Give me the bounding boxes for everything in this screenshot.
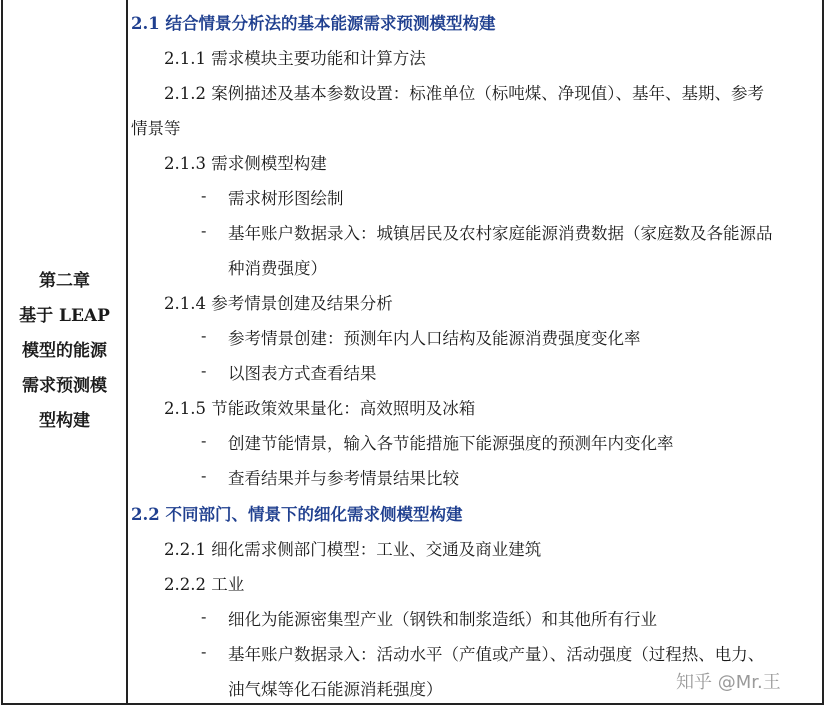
subsection-item: 2.1.4 参考情景创建及结果分析	[164, 294, 393, 313]
section-heading: 2.2 不同部门、情景下的细化需求侧模型构建	[131, 505, 463, 524]
section-heading: 2.1 结合情景分析法的基本能源需求预测模型构建	[131, 14, 496, 33]
subsection-item: 2.1.3 需求侧模型构建	[164, 154, 327, 173]
chapter-line: 基于 LEAP	[19, 306, 110, 326]
bullet-marker: -	[201, 361, 207, 380]
chapter-cell	[3, 0, 126, 703]
bullet-marker: -	[201, 186, 207, 205]
chapter-line: 型构建	[39, 411, 90, 431]
chapter-line: 需求预测模	[22, 376, 107, 396]
chapter-line: 第二章	[39, 271, 90, 291]
bullet-marker: -	[201, 221, 207, 240]
bullet-item: 基年账户数据录入：城镇居民及农村家庭能源消费数据（家庭数及各能源品	[228, 224, 773, 243]
outline-table	[1, 0, 824, 705]
bullet-marker: -	[201, 431, 207, 450]
subsection-item: 2.1.5 节能政策效果量化：高效照明及冰箱	[164, 399, 476, 418]
bullet-marker: -	[201, 326, 207, 345]
bullet-item: 需求树形图绘制	[228, 189, 344, 208]
subsection-item: 2.1.1 需求模块主要功能和计算方法	[164, 49, 426, 68]
bullet-marker: -	[201, 642, 207, 661]
bullet-item: 以图表方式查看结果	[228, 364, 377, 383]
bullet-marker: -	[201, 607, 207, 626]
chapter-line: 模型的能源	[22, 341, 107, 361]
bullet-item: 参考情景创建：预测年内人口结构及能源消费强度变化率	[228, 329, 641, 348]
bullet-marker: -	[201, 466, 207, 485]
wrapped-text: 种消费强度）	[228, 259, 327, 278]
wrapped-text: 油气煤等化石能源消耗强度）	[228, 680, 443, 699]
column-divider	[126, 0, 128, 703]
bullet-item: 基年账户数据录入：活动水平（产值或产量）、活动强度（过程热、电力、	[228, 645, 765, 664]
subsection-item: 2.2.2 工业	[164, 575, 245, 594]
bullet-item: 查看结果并与参考情景结果比较	[228, 469, 459, 488]
subsection-item: 2.2.1 细化需求侧部门模型：工业、交通及商业建筑	[164, 540, 542, 559]
watermark: 知乎 @Mr.王	[676, 672, 781, 693]
bullet-item: 创建节能情景，输入各节能措施下能源强度的预测年内变化率	[228, 434, 674, 453]
bullet-item: 细化为能源密集型产业（钢铁和制浆造纸）和其他所有行业	[228, 610, 657, 629]
wrapped-text: 情景等	[131, 119, 181, 138]
subsection-item: 2.1.2 案例描述及基本参数设置：标准单位（标吨煤、净现值）、基年、基期、参考	[164, 84, 764, 103]
